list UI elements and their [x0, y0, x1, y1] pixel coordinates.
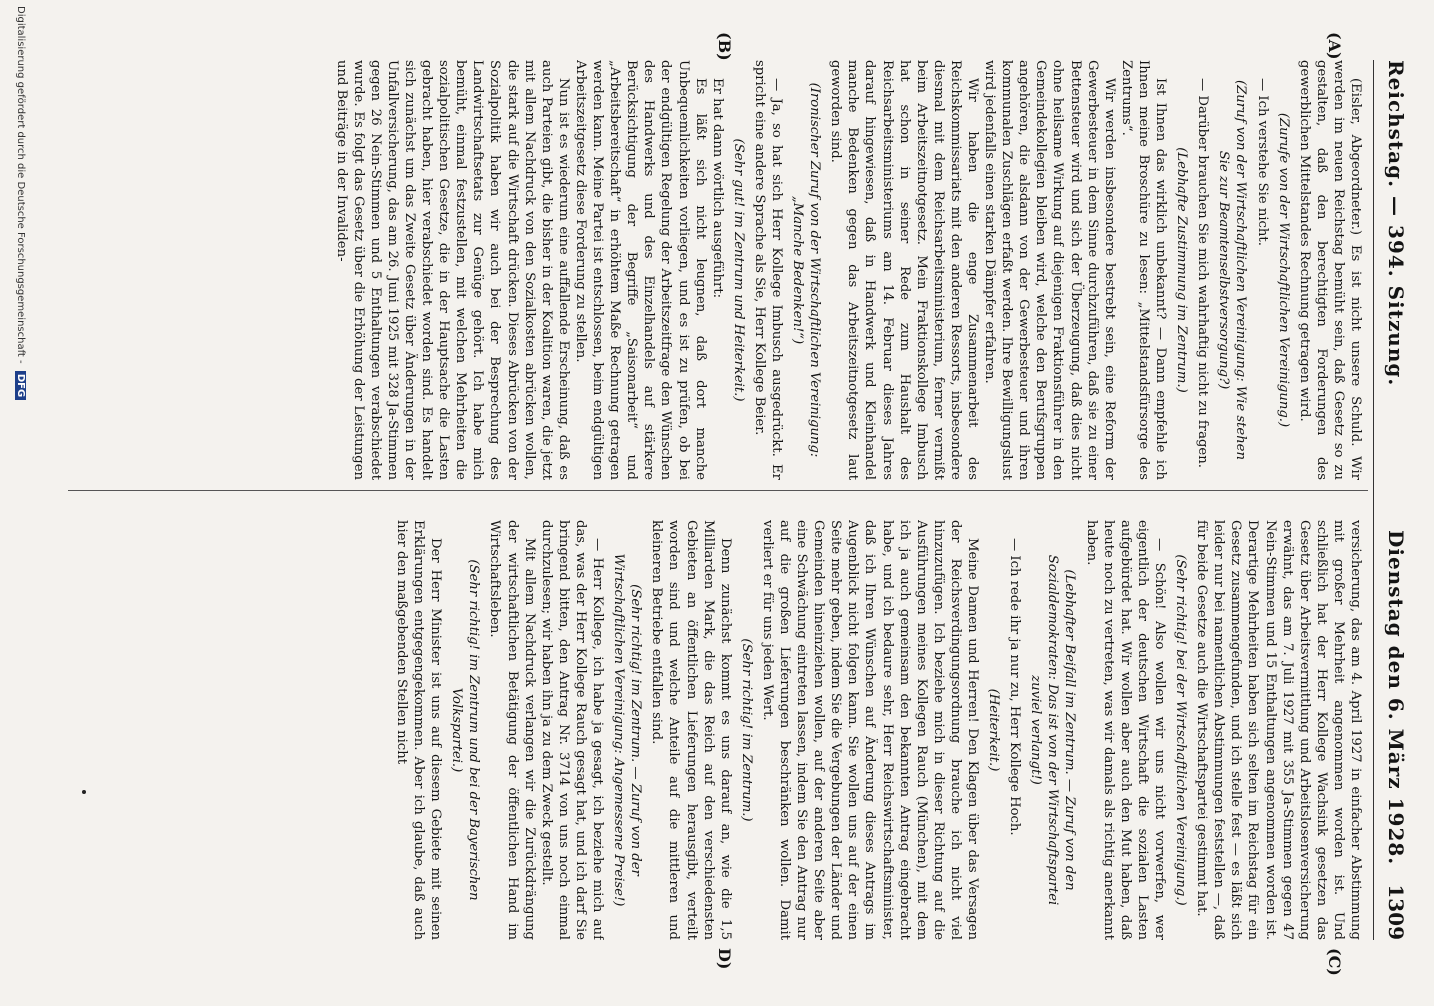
margin-mark-c: (C) [1325, 948, 1344, 976]
margin-mark-b: (B) [715, 32, 734, 61]
paragraph: — Darüber brauchen Sie mich wahrhaftig nicht zu fragen. [1195, 78, 1211, 468]
paragraph: Denn zunächst kommt es uns darauf an, wie die 1,5 Milliarden Mark, die das Reich auf den verschiedensten Gebieten an öffentlichen Lieferungen herausgibt, verteilt worden sind und welche Anteile auf die mittleren und kleineren Betriebe entfallen sind. [649, 520, 733, 940]
paragraph: — Ich verstehe Sie nicht. [1254, 78, 1270, 246]
interjection: (Zurufe von der Wirtschaftlichen Vereinigung.) [1275, 112, 1291, 428]
right-column [74, 520, 1364, 940]
interjection: (Heiterkeit.) [986, 688, 1002, 772]
margin-mark-d: D) [715, 948, 734, 970]
interjection: (Ironischer Zuruf von der Wirtschaftlichen Vereinigung: „Manche Bedenken!“) [790, 82, 823, 458]
paragraph: Wir werden insbesondere bestrebt sein, eine Reform der Gewerbesteuer in dem Sinne durchzuführen, daß sie zu einer Bettensteuer wird und sich der Überzeugung, daß dies nicht ohne heilsame Wirkung auf diejenigen Fraktionsführer in den Gemeindekollegien bleiben wird, welche den Berufsgruppen angehören, die alsdann von der Gewerbesteuer und ihren kommunalen Zuschlägen erfaßt werden. Ihre Bewilligungslust wird jedenfalls einen starken Dämpfer erfahren. [982, 60, 1117, 480]
header-left-title: Reichstag. — 394. Sitzung. [1384, 60, 1408, 387]
paragraph: (Eisler, Abgeordneter.) Es ist nicht unsere Schuld. Wir werden im neuen Reichstag bemüht sein, daß Gesetz so zu gestalten, daß den berechtigten Forderungen des gewerblichen Mittelstandes Rechnung getragen wird. [1296, 60, 1363, 480]
interjection: (Sehr richtig! im Zentrum und bei der Bayerischen Volkspartei.) [449, 559, 482, 901]
left-column [74, 60, 1364, 480]
paragraph: — Schön! Also wollen wir uns nicht vorwerfen, wer eigentlich der deutschen Wirtschaft die sozialen Lasten aufgebürdet hat. Wir wollen aber auch den Mut haben, daß heute noch zu vertreten, was wir damals als richtig anerkannt haben. [1083, 520, 1167, 940]
paragraph: Er hat dann wörtlich ausgeführt: [709, 78, 725, 299]
paragraph: — Ja, so hat sich Herr Kollege Imbusch ausgedrückt. Er spricht eine andere Sprache als Sie, Herr Kollege Beier. [751, 60, 784, 480]
paragraph: Es läßt sich nicht leugnen, daß dort manche Unbequemlichkeiten vorliegen, und es ist zu prüfen, ob bei der endgültigen Regelung der Arbeitszeitfrage den Wünschen des Handwerks und des Einzelhandels auf stärkere Berücksichtigung der Begriffe „Saisonarbeit“ und „Arbeitsbereitschaft“ in erhöhtem Maße Rechnung getragen werden kann. Meine Partei ist entschlossen, beim endgültigen Arbeitszeitgesetz diese Forderung zu stellen. [572, 60, 708, 480]
paragraph: Mit allem Nachdruck verlangen wir die Zurückdrängung der wirtschaftlichen Betätigung der öffentlichen Hand im Wirtschaftsleben. [487, 520, 537, 940]
digitization-footer [15, 0, 26, 1006]
interjection: (Sehr richtig! im Zentrum.) [738, 638, 754, 822]
dfg-logo: DFG [15, 371, 26, 400]
scan-speck [82, 790, 86, 794]
interjection: (Sehr richtig! bei der Wirtschaftlichen Vereinigung.) [1173, 554, 1189, 906]
margin-mark-a: (A) [1325, 32, 1344, 60]
paragraph: Nun ist es wiederum eine auffallende Erscheinung, daß es auch Parteien gibt, die bisher in der Koalition waren, die jetzt mit allem Nachdruck von den Sozialkosten abrücken wollen, die stark auf die Wirtschaft drücken. Dieses Abrücken von der Sozialpolitik haben wir auch bei der Besprechung des Landwirtschaftsetats zur Genüge gehört. Ich habe mich bemüht, einmal festzustellen, mit welchen Mehrheiten die sozialpolitischen Gesetze, die in der Hauptsache die Lasten gebracht haben, hier verabschiedet worden sind. Es handelt sich zunächst um das Zweite Gesetz über Änderungen in der Unfallversicherung, das am 26. Juni 1925 mit 328 Ja-Stimmen gegen 26 Nein-Stimmen und 5 Enthaltungen verabschiedet wurde. Es folgt das Gesetz über die Erhöhung der Leistungen und Beiträge in der Invaliden- [333, 60, 571, 480]
interjection: (Sehr gut! im Zentrum und Heiterkeit.) [730, 138, 746, 402]
page-number: 1309 [1384, 884, 1408, 940]
paragraph: Der Herr Minister ist uns auf diesem Gebiete mit seinen Erklärungen entgegengekommen. Aber ich glaube, daß auch hier den maßgebenden Stellen nicht [394, 520, 444, 940]
page-header [1373, 60, 1414, 940]
paragraph: — Ich rede ihr ja nur zu, Herr Kollege Hoch. [1007, 538, 1023, 836]
paragraph: Ist Ihnen das wirklich unbekannt? — Dann empfehle ich Ihnen meine Broschüre zu lesen: „Mittelstandsfürsorge des Zentrums“. [1118, 60, 1169, 480]
interjection: (Sehr richtig! im Zentrum. — Zuruf von der Wirtschaftlichen Vereinigung: Angemessene Preise!) [611, 553, 644, 907]
interjection: (Zuruf von der Wirtschaftlichen Vereinigung: Wie stehen Sie zur Beamtenselbstversorgung?) [1216, 80, 1249, 460]
footer-text: Digitalisierung gefördert durch die Deutsche Forschungsgemeinschaft - [15, 6, 26, 364]
paragraph: versicherung, das am 4. April 1927 in einfacher Abstimmung mit großer Mehrheit angenommen worden ist. Und schließlich hat der Herr Kollege Wachsink gesetzen das Gesetz über Arbeitsvermittlung und Arbeitslosenversicherung erwähnt, das am 7. Juli 1927 mit 355 Ja-Stimmen gegen 47 Nein-Stimmen und 15 Enthaltungen angenommen worden ist. Derartige Mehrheiten haben sich selten im Reichstag für ein Gesetz zusammengefunden, und ich stelle fest — es läßt sich leider nur bei namentlichen Abstimmungen feststellen —, daß für beide Gesetze auch die Wirtschaftspartei gestimmt hat. [1194, 520, 1363, 940]
header-right-title: Dienstag den 6. März 1928. [1384, 530, 1408, 866]
paragraph: Wir haben die enge Zusammenarbeit des Reichskommissariats mit den anderen Ressorts, insbesondere diesmal mit dem Reichsarbeitsministerium, ferner vermißt beim Arbeitszeitnotgesetz. Mein Fraktionskollege Imbusch hat schon in seiner Rede zum Haushalt des Reichsarbeitsministeriums am 14. Februar dieses Jahres darauf hingewiesen, daß in Handwerk und Kleinhandel manche Bedenken gegen das Arbeitszeitnotgesetz laut geworden sind. [828, 60, 981, 480]
paragraph: — Herr Kollege, ich habe ja gesagt, ich beziehe mich auf das, was der Herr Kollege Rauch gesagt hat, und ich darf Sie bringend bitten, den Antrag Nr. 3714 von uns noch einmal durchzulesen; wir haben ihn ja zu dem Zweck gestellt. [538, 520, 606, 940]
interjection: (Lebhafte Zustimmung im Zentrum.) [1174, 147, 1190, 393]
interjection: (Lebhafter Beifall im Zentrum. — Zuruf von den Sozialdemokraten: Das ist von der Wirtschaftspartei zuviel verlangt!) [1028, 554, 1078, 906]
paragraph: Meine Damen und Herren! Den Klagen über das Versagen der Reichsverdingungsordnung brauche ich nicht viel hinzuzufügen. Ich beziehe mich in dieser Richtung auf die Ausführungen meines Kollegen Rauch (München), mit dem ich ja auch gemeinsam den bekannten Antrag eingebracht habe, und ich bedaure sehr, Herr Reichswirtschaftsminister, daß ich Ihren Wünschen auf Änderung dieses Antrags im Augenblick nicht folgen kann. Sie wollen uns auf der einen Seite mehr geben, indem Sie die Vergebungen der Länder und Gemeinden hineinziehen wollen, auf der anderen Seite aber eine Schwächung eintreten lassen, indem Sie den Antrag nur auf die großen Lieferungen beschränken wollen. Damit verliert er für uns jeden Wert. [759, 520, 981, 940]
column-divider [68, 490, 1368, 491]
